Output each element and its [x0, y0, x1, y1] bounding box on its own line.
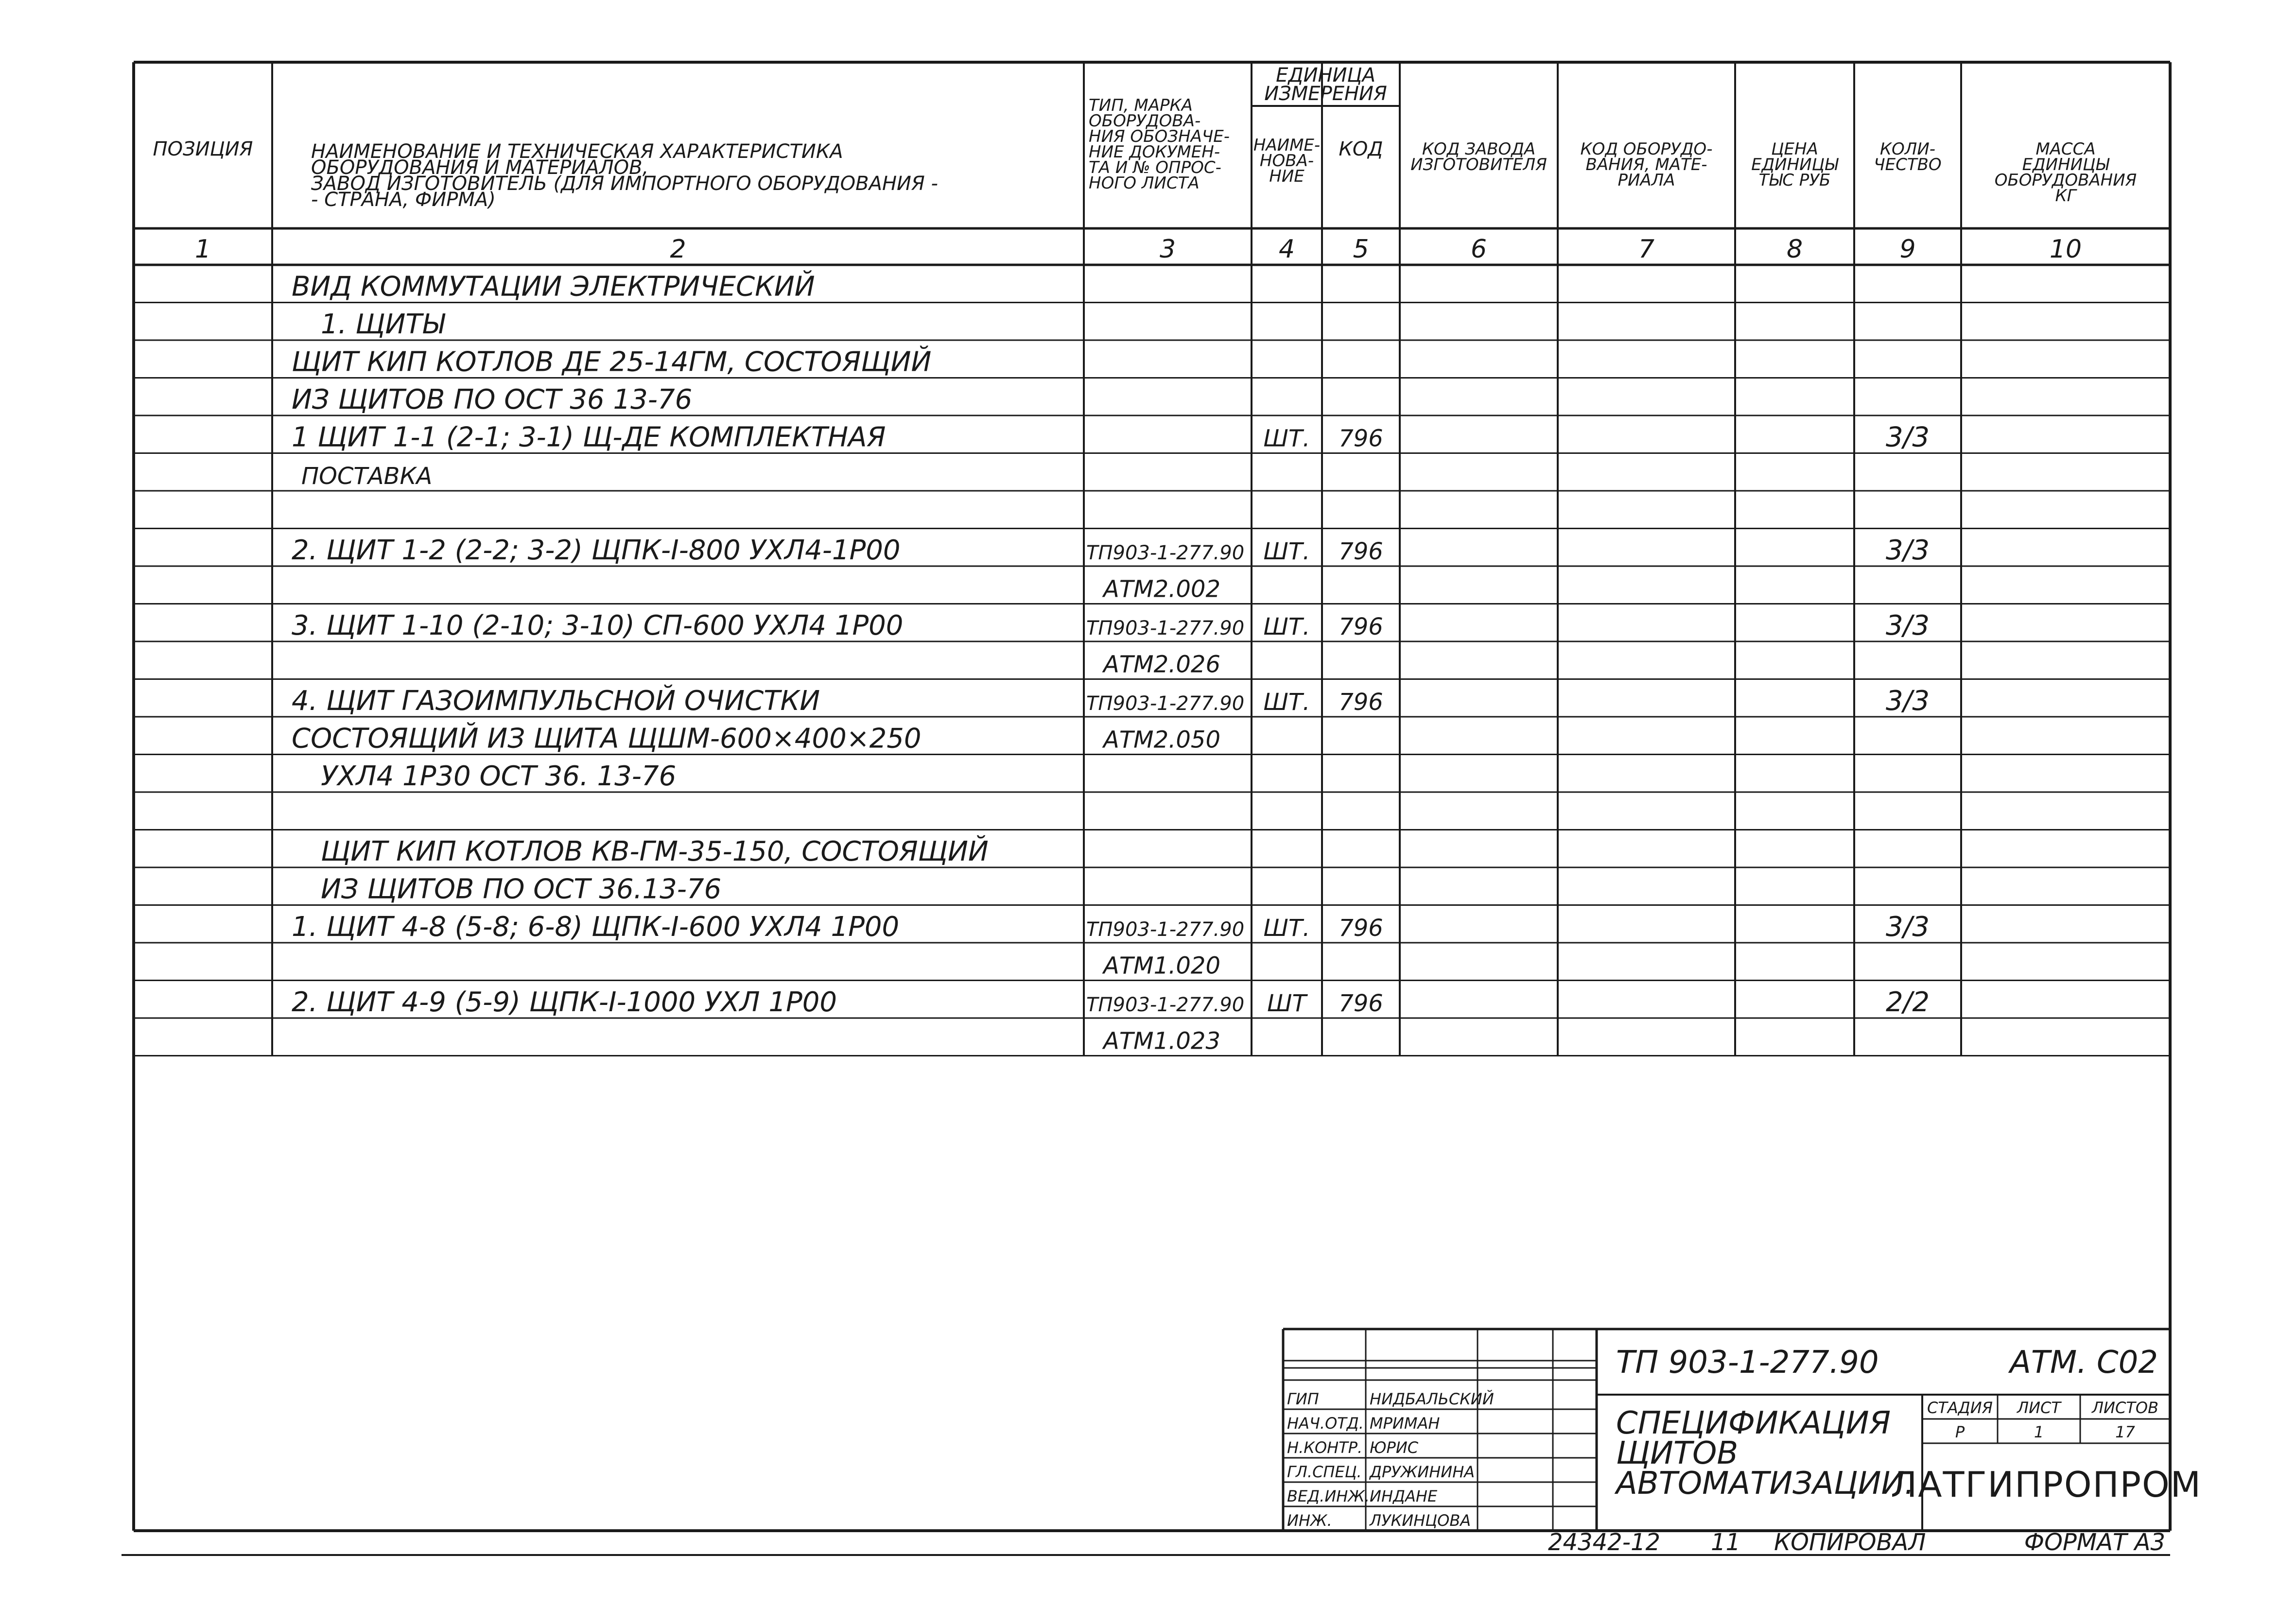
row-name: ИЗ ЩИТОВ ПО ОСТ 36.13-76: [321, 873, 722, 905]
column-number: 5: [1353, 235, 1369, 264]
row-type: ТП903-1-277.90: [1086, 617, 1245, 639]
header-name: ОБОРУДОВАНИЯ И МАТЕРИАЛОВ,: [311, 156, 649, 179]
row-name: ВИД КОММУТАЦИИ ЭЛЕКТРИЧЕСКИЙ: [292, 271, 815, 303]
row-name: 2. ЩИТ 4-9 (5-9) ЩПК-I-1000 УХЛ 1Р00: [292, 986, 837, 1018]
column-number: 6: [1470, 235, 1487, 264]
row-unit: ШТ.: [1263, 915, 1310, 942]
document-title: СПЕЦИФИКАЦИЯ: [1616, 1405, 1891, 1441]
row-name: ИЗ ЩИТОВ ПО ОСТ 36 13-76: [292, 384, 693, 415]
header-unit-code: КОД: [1339, 138, 1383, 160]
row-unit: ШТ.: [1263, 689, 1310, 716]
row-name: 1 ЩИТ 1-1 (2-1; 3-1) Щ-ДЕ КОМПЛЕКТНАЯ: [292, 421, 886, 453]
header-unit-group: ИЗМЕРЕНИЯ: [1264, 83, 1387, 105]
document-title: АВТОМАТИЗАЦИИ.: [1616, 1466, 1914, 1502]
document-code: ТП 903-1-277.90: [1616, 1345, 1879, 1381]
column-number: 3: [1159, 235, 1176, 264]
row-name: 1. ЩИТ 4-8 (5-8; 6-8) ЩПК-I-600 УХЛ4 1Р00: [292, 911, 900, 943]
signature-role: ИНЖ.: [1287, 1511, 1332, 1530]
row-code: 796: [1339, 425, 1383, 452]
column-number: 10: [2049, 235, 2082, 264]
title-block: [1283, 1329, 2202, 1531]
sheet-code: АТМ. С02: [2010, 1345, 2158, 1381]
header-quantity: КОЛИ-: [1879, 139, 1936, 159]
header-type: ТА И № ОПРОС-: [1089, 158, 1221, 177]
header-mass: ЕДИНИЦЫ: [2022, 155, 2109, 174]
sheets-label: ЛИСТОВ: [2091, 1399, 2159, 1417]
row-name: ПОСТАВКА: [301, 463, 433, 490]
signature-name: ИНДАНЕ: [1370, 1487, 1438, 1505]
document-title: ЩИТОВ: [1616, 1435, 1739, 1471]
stage-label: СТАДИЯ: [1927, 1399, 1993, 1417]
signature-name: МРИМАН: [1370, 1414, 1440, 1433]
header-maker-code: ИЗГОТОВИТЕЛЯ: [1410, 155, 1547, 174]
footer-copied: КОПИРОВАЛ: [1774, 1529, 1926, 1556]
row-name: 4. ЩИТ ГАЗОИМПУЛЬСНОЙ ОЧИСТКИ: [292, 685, 820, 717]
row-code: 796: [1339, 689, 1383, 716]
column-number: 8: [1786, 235, 1803, 264]
header-type: ТИП, МАРКА: [1089, 96, 1193, 115]
signature-role: ГЛ.СПЕЦ.: [1287, 1463, 1362, 1481]
header-mass: МАССА: [2035, 139, 2096, 159]
row-type: ТП903-1-277.90: [1086, 994, 1245, 1016]
header-unit-name: НАИМЕ-: [1253, 136, 1321, 155]
header-price: ТЫС РУБ: [1758, 171, 1831, 190]
row-type: АТМ2.002: [1103, 575, 1220, 603]
header-mass: КГ: [2055, 186, 2076, 206]
column-number: 4: [1278, 235, 1295, 264]
organization-name: ЛАТГИПРОПРОМ: [1891, 1464, 2202, 1505]
row-type: ТП903-1-277.90: [1086, 692, 1245, 715]
footer-number: 24342-12: [1548, 1529, 1661, 1556]
row-type: АТМ2.050: [1103, 726, 1220, 754]
header-maker-code: КОД ЗАВОДА: [1422, 139, 1536, 159]
row-name: СОСТОЯЩИЙ ИЗ ЩИТА ЩШМ-600×400×250: [292, 723, 922, 755]
row-name: 2. ЩИТ 1-2 (2-2; 3-2) ЩПК-I-800 УХЛ4-1Р00: [292, 535, 901, 566]
header-type: НОГО ЛИСТА: [1089, 173, 1200, 193]
header-type: НИЯ ОБОЗНАЧЕ-: [1089, 127, 1230, 146]
row-code: 796: [1339, 613, 1383, 640]
row-type: ТП903-1-277.90: [1086, 542, 1245, 564]
header-equipment-code: РИАЛА: [1618, 171, 1675, 190]
table-body: [134, 271, 2170, 1056]
sheet-label: ЛИСТ: [2017, 1399, 2061, 1417]
header-type: ОБОРУДОВА-: [1089, 111, 1201, 131]
column-number: 9: [1899, 235, 1916, 264]
signature-name: ЛУКИНЦОВА: [1370, 1511, 1471, 1530]
row-unit: ШТ: [1267, 990, 1306, 1017]
row-code: 796: [1339, 915, 1383, 942]
signature-role: ГИП: [1287, 1390, 1319, 1408]
column-number: 7: [1638, 235, 1655, 264]
column-number: 2: [670, 235, 686, 264]
header-name: ЗАВОД ИЗГОТОВИТЕЛЬ (ДЛЯ ИМПОРТНОГО ОБОРУДОВАНИЯ -: [311, 173, 938, 195]
footer-format: ФОРМАТ А3: [2024, 1529, 2165, 1556]
signature-role: НАЧ.ОТД.: [1287, 1414, 1364, 1433]
row-quantity: 3/3: [1885, 685, 1930, 717]
stage-value: Р: [1955, 1423, 1965, 1441]
row-unit: ШТ.: [1263, 613, 1310, 640]
row-type: АТМ1.023: [1103, 1027, 1220, 1055]
row-name: 3. ЩИТ 1-10 (2-10; 3-10) СП-600 УХЛ4 1Р00: [292, 610, 904, 641]
row-quantity: 3/3: [1885, 535, 1930, 566]
row-code: 796: [1339, 990, 1383, 1017]
footer-page: 11: [1711, 1529, 1741, 1556]
header-price: ЦЕНА: [1771, 139, 1818, 159]
row-type: АТМ2.026: [1103, 651, 1220, 678]
row-name: 1. ЩИТЫ: [321, 309, 445, 340]
header-position: ПОЗИЦИЯ: [153, 138, 253, 160]
row-code: 796: [1339, 538, 1383, 565]
row-unit: ШТ.: [1263, 425, 1310, 452]
signature-name: ДРУЖИНИНА: [1370, 1463, 1475, 1481]
header-unit-name: НОВА-: [1259, 151, 1314, 171]
header-equipment-code: КОД ОБОРУДО-: [1580, 139, 1713, 159]
row-name: УХЛ4 1Р30 ОСТ 36. 13-76: [321, 760, 677, 792]
footer-strip: [1548, 1529, 2165, 1556]
row-quantity: 3/3: [1885, 421, 1930, 453]
header-unit-group: ЕДИНИЦА: [1276, 64, 1375, 86]
header-unit-name: НИЕ: [1269, 167, 1305, 186]
signature-name: ЮРИС: [1370, 1438, 1419, 1457]
sheet-value: 1: [2034, 1423, 2044, 1441]
header-quantity: ЧЕСТВО: [1874, 155, 1942, 174]
row-quantity: 2/2: [1885, 986, 1930, 1018]
row-quantity: 3/3: [1885, 911, 1930, 943]
row-type: АТМ1.020: [1103, 952, 1220, 980]
signature-role: ВЕД.ИНЖ.: [1287, 1487, 1370, 1505]
header-equipment-code: ВАНИЯ, МАТЕ-: [1585, 155, 1707, 174]
row-name: ЩИТ КИП КОТЛОВ ДЕ 25-14ГМ, СОСТОЯЩИЙ: [292, 346, 932, 378]
row-type: ТП903-1-277.90: [1086, 918, 1245, 941]
row-name: ЩИТ КИП КОТЛОВ КВ-ГМ-35-150, СОСТОЯЩИЙ: [321, 836, 989, 867]
header-type: НИЕ ДОКУМЕН-: [1089, 142, 1220, 162]
header-mass: ОБОРУДОВАНИЯ: [1994, 171, 2137, 190]
row-unit: ШТ.: [1263, 538, 1310, 565]
column-number: 1: [194, 235, 211, 264]
signature-name: НИДБАЛЬСКИЙ: [1370, 1390, 1494, 1408]
header-name: НАИМЕНОВАНИЕ И ТЕХНИЧЕСКАЯ ХАРАКТЕРИСТИКА: [311, 140, 843, 163]
header-name: - СТРАНА, ФИРМА): [311, 189, 496, 211]
sheets-value: 17: [2115, 1423, 2135, 1441]
row-quantity: 3/3: [1885, 610, 1930, 641]
signature-role: Н.КОНТР.: [1287, 1438, 1363, 1457]
header-price: ЕДИНИЦЫ: [1751, 155, 1838, 174]
